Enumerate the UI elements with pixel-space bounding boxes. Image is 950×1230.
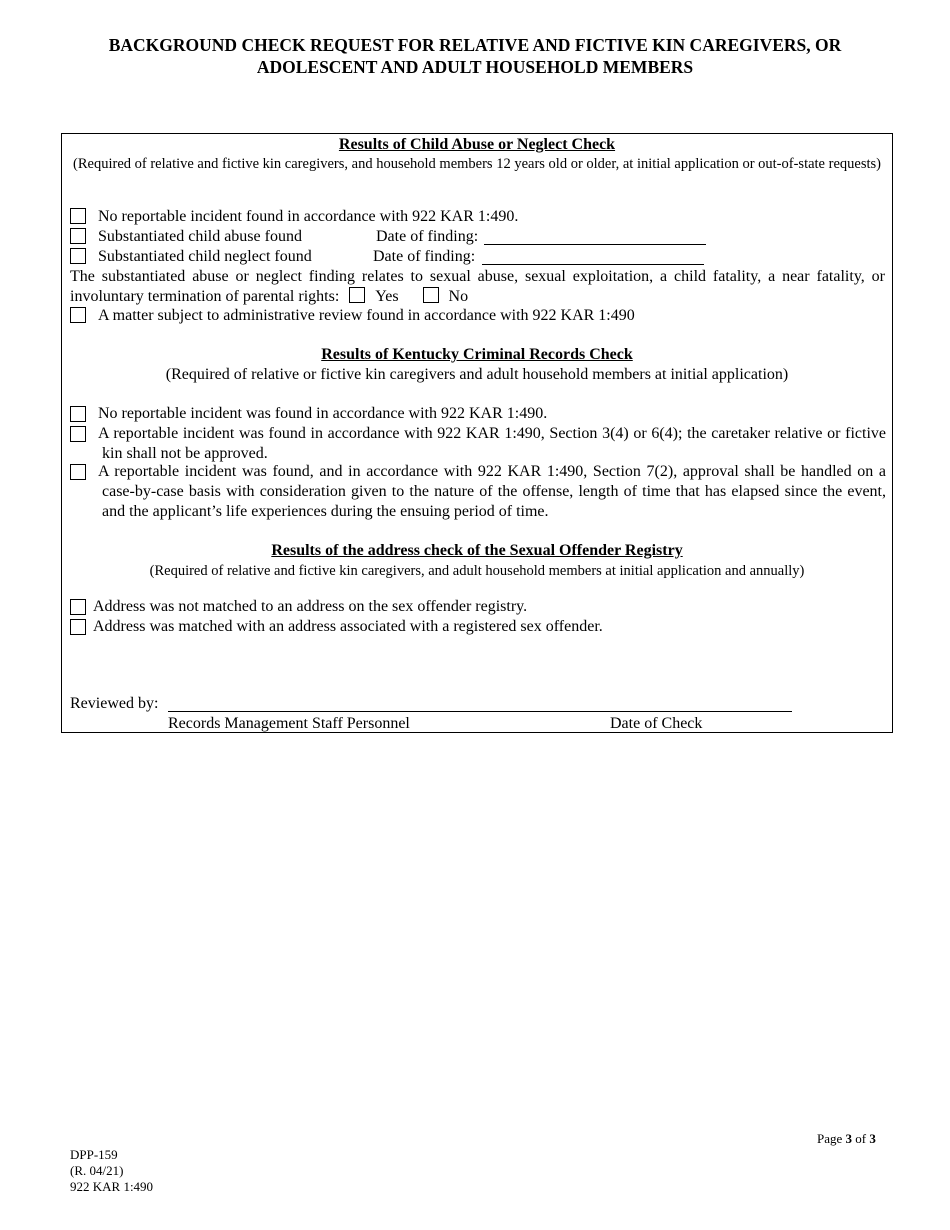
section-3-heading: Results of the address check of the Sexual Offender Registry	[271, 542, 683, 559]
form-title-line-1: BACKGROUND CHECK REQUEST FOR RELATIVE AND FICTIVE KIN CAREGIVERS, OR	[108, 35, 842, 55]
section-2-subheading: (Required of relative or fictive kin caregivers and adult household members at initial application)	[165, 366, 789, 383]
page-current: 3	[845, 1131, 853, 1146]
form-revision: (R. 04/21)	[70, 1163, 124, 1178]
option-address-matched: Address was matched with an address associated with a registered sex offender.	[93, 618, 603, 635]
checkbox-finding-no[interactable]	[423, 287, 439, 303]
date-of-check-label: Date of Check	[610, 715, 703, 732]
option-no-incident-found: No reportable incident found in accordance with 922 KAR 1:490.	[98, 208, 519, 225]
neglect-date-field[interactable]	[482, 250, 704, 265]
checkbox-child-abuse[interactable]	[70, 228, 86, 244]
checkbox-address-not-matched[interactable]	[70, 599, 86, 615]
abuse-date-label: Date of finding:	[376, 228, 479, 245]
section-1-heading: Results of Child Abuse or Neglect Check	[338, 136, 616, 153]
option-child-abuse: Substantiated child abuse found	[98, 228, 302, 245]
section-2-heading: Results of Kentucky Criminal Records Check	[321, 346, 633, 363]
checkbox-finding-yes[interactable]	[349, 287, 365, 303]
checkbox-child-neglect[interactable]	[70, 248, 86, 264]
checkbox-criminal-no-incident[interactable]	[70, 406, 86, 422]
form-title-line-2: ADOLESCENT AND ADULT HOUSEHOLD MEMBERS	[256, 57, 694, 77]
option-administrative-review: A matter subject to administrative review found in accordance with 922 KAR 1:490	[98, 307, 635, 324]
reviewed-by-signature-line[interactable]	[168, 697, 792, 712]
checkbox-criminal-case-by-case[interactable]	[70, 464, 86, 480]
checkbox-administrative-review[interactable]	[70, 307, 86, 323]
finding-question	[70, 267, 885, 307]
checkbox-criminal-not-approved[interactable]	[70, 426, 86, 442]
form-regulation: 922 KAR 1:490	[70, 1179, 154, 1194]
reviewed-by-label: Reviewed by:	[70, 695, 159, 712]
page-number: Page 3 of 3	[817, 1131, 876, 1146]
option-criminal-no-incident: No reportable incident was found in accordance with 922 KAR 1:490.	[98, 405, 548, 422]
finding-question-text: The substantiated abuse or neglect finding relates to sexual abuse, sexual exploitation, a child fatality, a near fatality, or involuntary termination of parental rights:	[70, 268, 885, 305]
section-1-subheading: (Required of relative and fictive kin caregivers, and household members 12 years old or older, at initial application or out-of-state requests)	[73, 156, 881, 172]
finding-yes-label: Yes	[375, 288, 399, 305]
checkbox-address-matched[interactable]	[70, 619, 86, 635]
finding-no-label: No	[448, 288, 469, 305]
option-criminal-not-approved: A reportable incident was found in accordance with 922 KAR 1:490, Section 3(4) or 6(4); the caretaker relative or fictive kin shall not be approved.	[98, 425, 886, 462]
form-footer	[70, 1147, 153, 1195]
results-box	[61, 133, 893, 733]
form-id: DPP-159	[70, 1147, 118, 1162]
option-address-not-matched: Address was not matched to an address on the sex offender registry.	[93, 598, 528, 615]
neglect-date-label: Date of finding:	[373, 248, 476, 265]
section-3-subheading: (Required of relative and fictive kin caregivers, and adult household members at initial application and annually)	[149, 563, 805, 579]
checkbox-no-incident-found[interactable]	[70, 208, 86, 224]
form-title	[60, 34, 890, 78]
staff-personnel-label: Records Management Staff Personnel	[168, 715, 410, 732]
page-total: 3	[869, 1131, 876, 1146]
abuse-date-field[interactable]	[484, 230, 706, 245]
option-criminal-case-by-case: A reportable incident was found, and in accordance with 922 KAR 1:490, Section 7(2), approval shall be handled on a case-by-case basis with consideration given to the nature of the offense, length of time that has elapsed since the event, and the applicant’s life experiences during the ensuing period of time.	[98, 463, 886, 520]
option-child-neglect: Substantiated child neglect found	[98, 248, 312, 265]
